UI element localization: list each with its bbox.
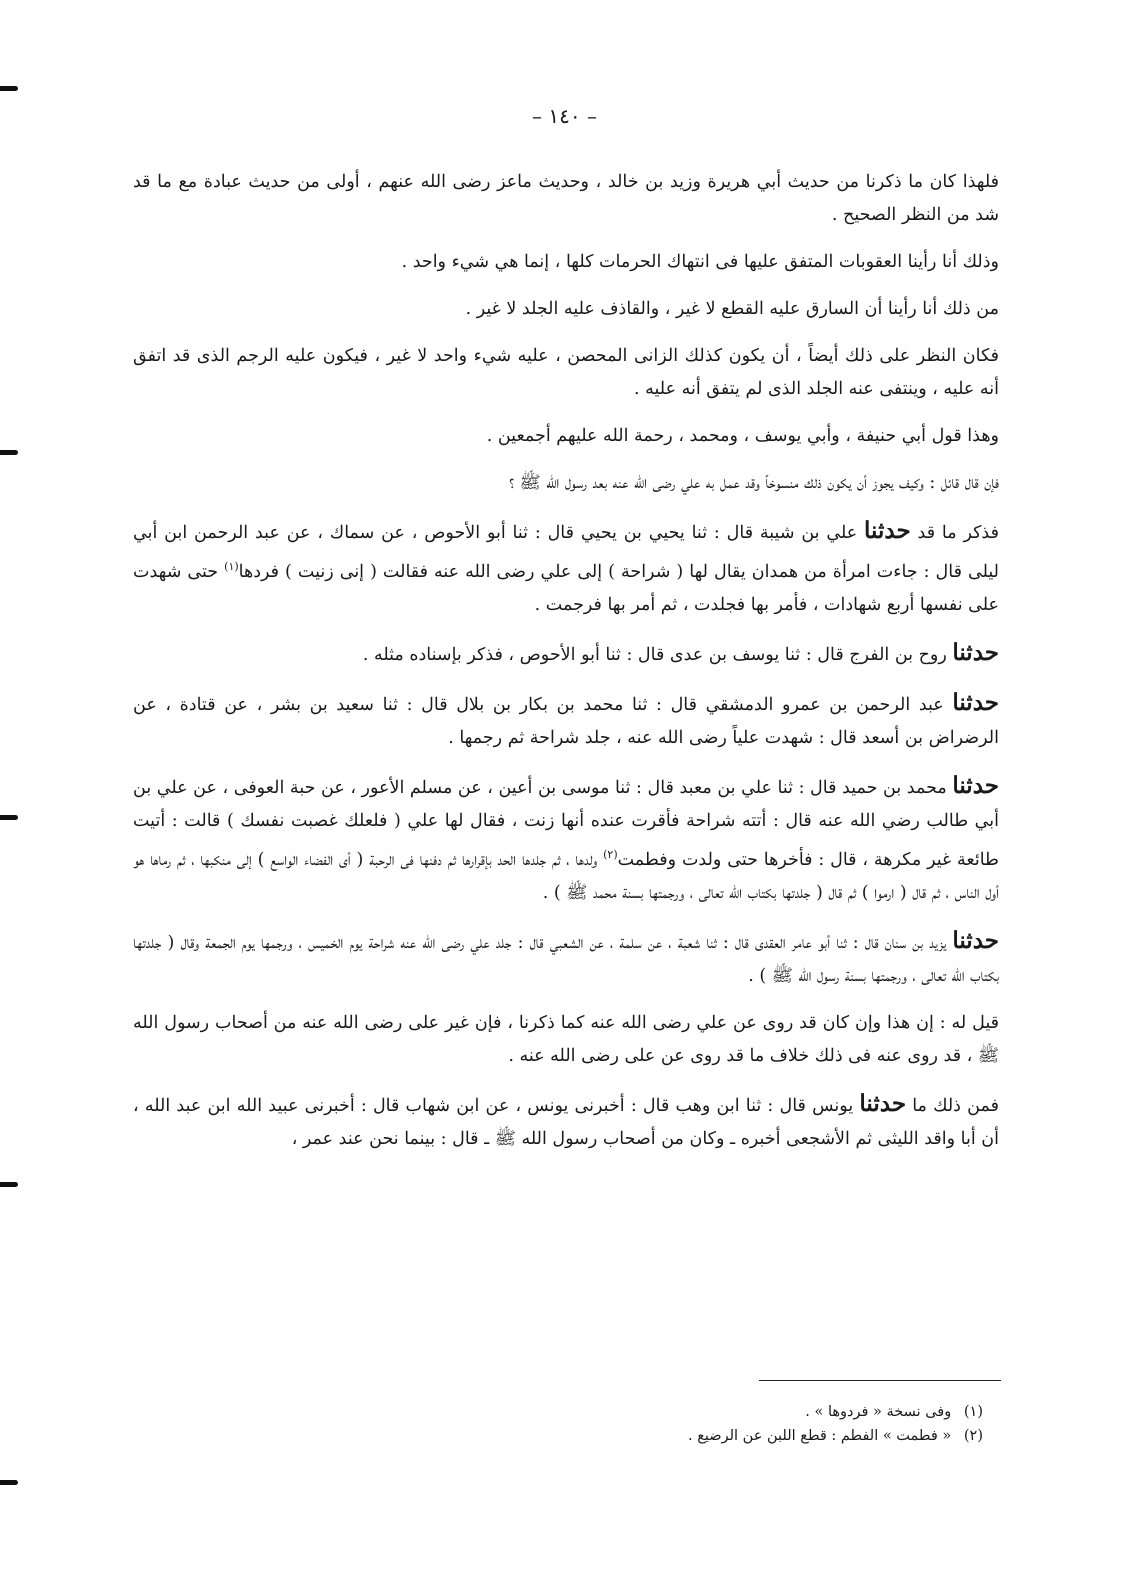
hadith-paragraph — [133, 924, 999, 993]
footnote-ref: (٢) — [603, 847, 618, 861]
footnote — [133, 1400, 999, 1424]
scan-edge-mark — [0, 1182, 18, 1187]
hadith-keyword: حدثنا — [952, 688, 999, 716]
paragraph: وهذا قول أبي حنيفة ، وأبي يوسف ، ومحمد ، رحمة الله عليهم أجمعين . — [486, 426, 999, 446]
scan-edge-mark — [0, 815, 18, 820]
page-number: – ١٤٠ – — [532, 104, 597, 128]
hadith-keyword: حدثنا — [952, 926, 999, 954]
footnote-text: « فطمت » الفطم : قطع اللبن عن الرضيع . — [688, 1428, 952, 1444]
hadith-keyword: حدثنا — [859, 1089, 907, 1117]
hadith-paragraph — [133, 1087, 999, 1156]
footnotes — [133, 1400, 999, 1448]
hadith-paragraph — [133, 514, 999, 622]
hadith-text: يزيد بن سنان قال : ثنا أبو عامر العقدى قال : ثنا شعبة ، عن سلمة ، عن الشعبي قال : جلد علي رضى الله عنه شراحة يوم الخميس ، ورجمها يوم الجمعة وقال ( جلدتها بكتاب الله تعالى ، ورجمتها بسنة رسول الله ﷺ ) . — [133, 932, 999, 986]
body-text — [133, 158, 999, 1170]
footnote-number: (٢) — [963, 1428, 983, 1444]
hadith-paragraph — [133, 769, 999, 910]
hadith-keyword: حدثنا — [952, 638, 999, 666]
footnote-number: (١) — [963, 1404, 983, 1420]
paragraph: فلهذا كان ما ذكرنا من حديث أبي هريرة وزيد بن خالد ، وحديث ماعز رضى الله عنهم ، أولى من حديث عبادة مع ما قد شد من النظر الصحيح . — [133, 172, 999, 225]
hadith-text: علي بن شيبة قال : ثنا يحيي بن يحيي قال : ثنا أبو الأحوص ، عن سماك ، عن عبد الرحمن ابن أبي ليلى قال : جاءت امرأة من همدان يقال لها ( شراحة ) إلى علي رضى الله عنه فقالت ( إنى زنيت ) فردها — [133, 523, 999, 582]
hadith-text: يونس قال : ثنا ابن وهب قال : أخبرنى يونس ، عن ابن شهاب قال : أخبرنى عبيد الله ابن عبد الله ، أن أبا واقد الليثى ثم الأشجعى أخبره ـ وكان من أصحاب رسول الله ﷺ ـ قال : بينما نحن عند عمر ، — [133, 1095, 999, 1149]
hadith-paragraph — [133, 636, 999, 672]
paragraph: من ذلك أنا رأينا أن السارق عليه القطع لا غير ، والقاذف عليه الجلد لا غير . — [465, 299, 999, 319]
hadith-lead: فذكر ما قد — [917, 523, 999, 543]
footnote-text: وفى نسخة « فردوها » . — [805, 1404, 952, 1420]
hadith-keyword: حدثنا — [864, 517, 911, 544]
paragraph: وذلك أنا رأينا العقوبات المتفق عليها فى انتهاك الحرمات كلها ، إنما هي شيء واحد . — [401, 252, 999, 272]
hadith-text: عبد الرحمن بن عمرو الدمشقي قال : ثنا محمد بن بكار بن بلال قال : ثنا سعيد بن بشر ، عن قتادة ، عن الرضراض بن أسعد قال : شهدت علياً رضى الله عنه ، جلد شراحة ثم رجمها . — [133, 694, 999, 748]
hadith-text-continued: حتى شهدت على نفسها أربع شهادات ، فأمر بها فجلدت ، ثم أمر بها فرجمت . — [133, 561, 999, 615]
footnote-ref: (١) — [224, 560, 239, 573]
paragraph: فكان النظر على ذلك أيضاً ، أن يكون كذلك الزانى المحصن ، عليه شيء واحد لا غير ، فيكون عليه الرجم الذى قد اتفق أنه عليه ، وينتفى عنه الجلد الذى لم يتفق أنه عليه . — [133, 346, 999, 399]
hadith-text: محمد بن حميد قال : ثنا علي بن معبد قال : ثنا موسى بن أعين ، عن مسلم الأعور ، عن حبة العوفى ، عن علي بن أبي طالب رضي الله عنه قال : أتته شراحة فأقرت عنده أنها زنت ، فقال لها علي ( فلعلك غصبت نفسك ) قالت : أتيت طائعة غير مكرهة ، قال : فأخرها حتى ولدت وفطمت — [133, 777, 999, 870]
footnote — [133, 1424, 999, 1448]
scan-edge-mark — [0, 1480, 18, 1485]
hadith-keyword: حدثنا — [952, 771, 999, 799]
reply-paragraph: قيل له : إن هذا وإن كان قد روى عن علي رضى الله عنه كما ذكرنا ، فإن غير على رضى الله عنه من أصحاب رسول الله ﷺ ، قد روى عنه فى ذلك خلاف ما قد روى عن على رضى الله عنه . — [133, 1012, 999, 1066]
scan-edge-mark — [0, 450, 18, 455]
hadith-text: روح بن الفرج قال : ثنا يوسف بن عدى قال : ثنا أبو الأحوص ، فذكر بإسناده مثله . — [362, 644, 947, 665]
hadith-lead: فمن ذلك ما — [912, 1095, 999, 1116]
scan-edge-mark — [0, 86, 18, 91]
footnote-divider — [759, 1380, 1001, 1381]
paragraph: فإن قال قائل : وكيف يجوز أن يكون ذلك منسوخاً وقد عمل به علي رضى الله عنه بعد رسول الله ﷺ ؟ — [509, 473, 999, 493]
hadith-paragraph — [133, 686, 999, 755]
hadith-text-continued: ولدها ، ثم جلدها الحد بإقرارها ثم دفنها فى الرحبة ( أى الفضاء الواسع ) إلى منكبها ، ثم رماها هو أول الناس ، ثم قال ( ارموا ) ثم قال ( جلدتها بكتاب الله تعالى ، ورجمتها بسنة محمد ﷺ ) . — [133, 849, 999, 903]
